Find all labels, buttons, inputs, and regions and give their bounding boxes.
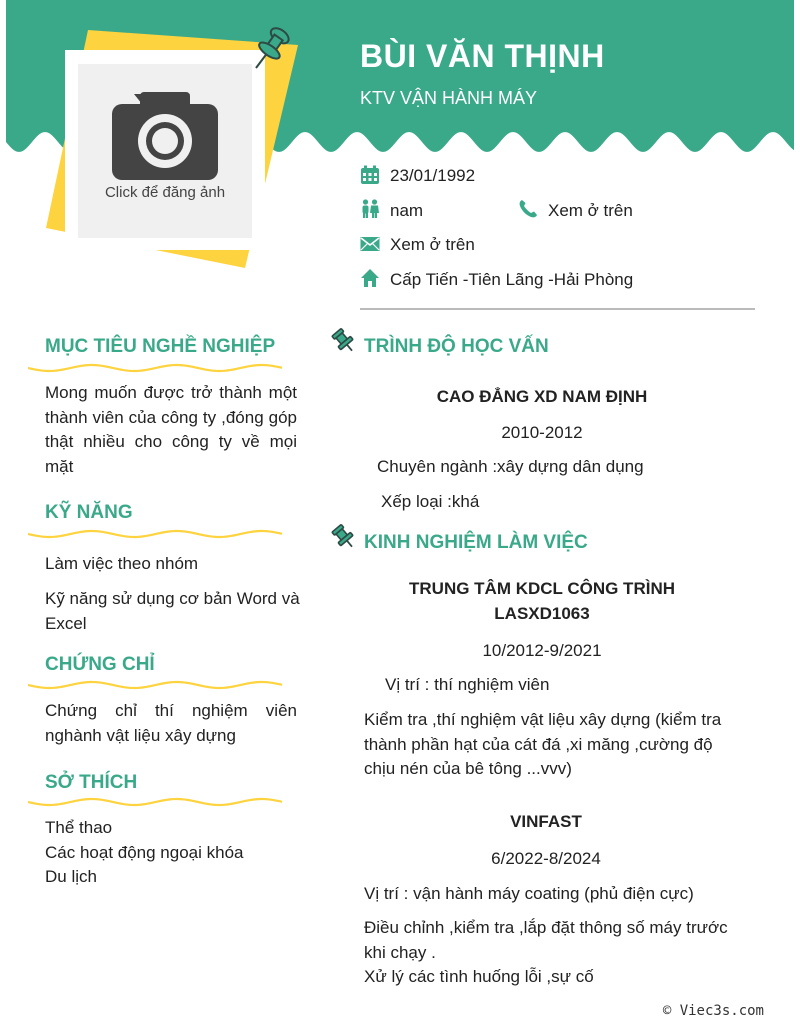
education-period: 2010-2012 — [501, 423, 583, 442]
hobby-item: Du lịch — [45, 867, 97, 886]
section-underline — [28, 679, 284, 691]
photo-upload[interactable] — [78, 64, 252, 238]
school-name: CAO ĐẲNG XD NAM ĐỊNH — [436, 387, 648, 406]
address: Cấp Tiến -Tiên Lãng -Hải Phòng — [390, 270, 634, 289]
company-name: TRUNG TÂM KDCL CÔNG TRÌNH LASXD1063 — [409, 579, 675, 623]
watermark: © Viec3s.com — [662, 1003, 764, 1019]
job-period: 10/2012-9/2021 — [482, 641, 602, 660]
email: Xem ở trên — [390, 235, 475, 254]
hobbies-title: SỞ THÍCH — [45, 772, 138, 793]
pushpin-icon — [330, 327, 356, 355]
experience-title: KINH NGHIỆM LÀM VIỆC — [364, 532, 588, 553]
photo-upload-label[interactable]: Click để đăng ảnh — [104, 184, 226, 201]
certificates-title: CHỨNG CHỈ — [45, 654, 155, 675]
skill-item: Làm việc theo nhóm — [45, 554, 199, 573]
home-icon — [360, 268, 380, 288]
education-major: Chuyên ngành :xây dựng dân dụng — [377, 457, 644, 476]
job-description: Điều chỉnh ,kiểm tra ,lắp đặt thông số máy trước khi chạy . Xử lý các tình huống lỗi ,sự cố — [364, 918, 728, 986]
header-divider — [360, 308, 755, 310]
skill-item: Kỹ năng sử dụng cơ bản Word và Excel — [45, 589, 300, 633]
gender-icon — [360, 199, 380, 219]
pushpin-icon — [330, 523, 356, 551]
candidate-name: BÙI VĂN THỊNH — [360, 38, 605, 74]
certificates-text: Chứng chỉ thí nghiệm viên nghành vật liệu xây dựng — [45, 701, 297, 745]
objective-text: Mong muốn được trở thành một thành viên của công ty ,đóng góp thật nhiều cho công ty về mọi mặt — [45, 383, 297, 476]
section-underline — [28, 796, 284, 808]
calendar-icon — [360, 165, 380, 185]
company-name: VINFAST — [510, 812, 582, 831]
email-icon — [360, 234, 380, 254]
objective-title: MỤC TIÊU NGHỀ NGHIỆP — [45, 336, 276, 357]
section-underline — [28, 362, 284, 374]
hobbies-list — [45, 816, 297, 890]
skills-title: KỸ NĂNG — [45, 502, 133, 523]
section-underline — [28, 528, 284, 540]
phone-icon — [518, 199, 538, 219]
phone: Xem ở trên — [548, 201, 633, 220]
job-description: Kiểm tra ,thí nghiệm vật liệu xây dựng (kiểm tra thành phần hạt của cát đá ,xi măng ,cường độ chịu nén của bê tông ...vvv) — [364, 710, 722, 778]
job-title: KTV VẬN HÀNH MÁY — [360, 88, 538, 108]
job-period: 6/2022-8/2024 — [491, 849, 601, 868]
camera-icon — [78, 64, 252, 238]
job-position: Vị trí : thí nghiệm viên — [385, 675, 550, 694]
gender: nam — [390, 201, 424, 220]
birthday: 23/01/1992 — [390, 166, 476, 185]
job-position: Vị trí : vận hành máy coating (phủ điện cực) — [364, 884, 694, 903]
education-title: TRÌNH ĐỘ HỌC VẤN — [364, 336, 549, 357]
hobby-item: Các hoạt động ngoại khóa — [45, 842, 244, 862]
hobby-item: Thể thao — [45, 818, 113, 837]
education-grade: Xếp loại :khá — [381, 492, 480, 511]
pin-icon — [250, 24, 292, 72]
